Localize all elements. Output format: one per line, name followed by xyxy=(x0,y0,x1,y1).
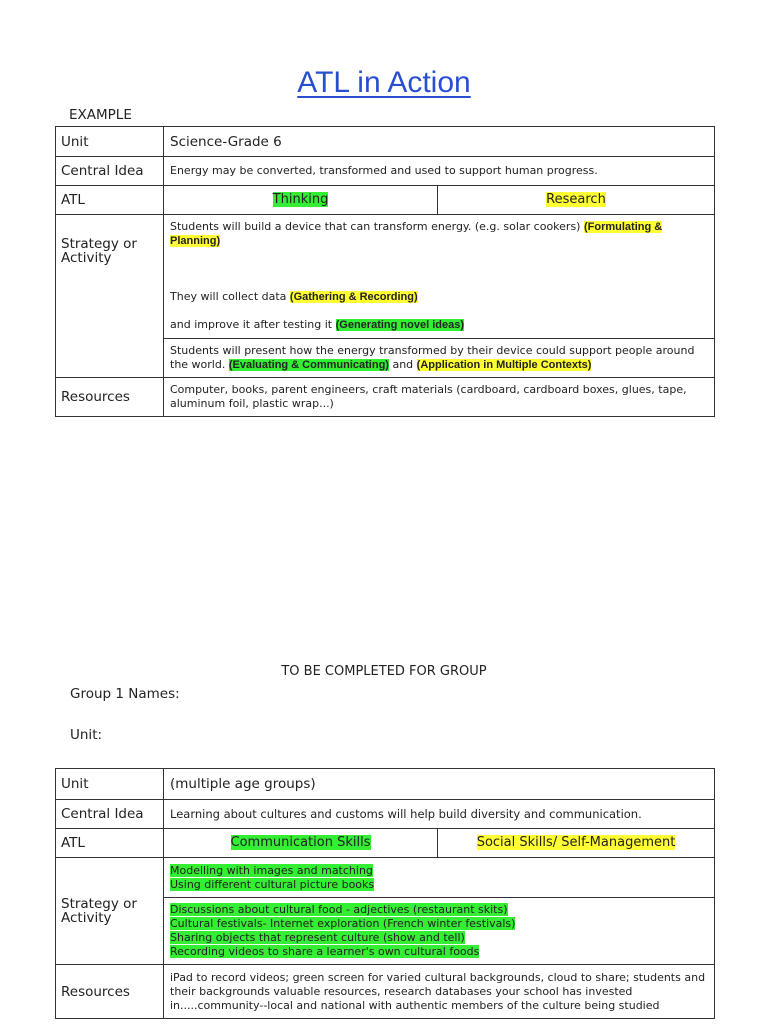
group-unit-row xyxy=(56,769,715,800)
group-atl-row xyxy=(56,829,715,858)
strategy-label xyxy=(56,215,164,378)
group-central-idea-value: Learning about cultures and customs will help build diversity and communication. xyxy=(164,800,715,829)
example-label: EXAMPLE xyxy=(69,107,132,123)
unit-label: Unit xyxy=(56,127,164,157)
strategy-2-tag: (Gathering & Recording) xyxy=(289,291,418,303)
example-strategy-row-1 xyxy=(56,215,715,339)
group-resources-row xyxy=(56,965,715,1019)
strategy-line-2 xyxy=(170,290,708,304)
group-names-label: Group 1 Names: xyxy=(70,686,180,702)
group-strategy-b-1-text: Discussions about cultural food - adjectives (restaurant skits) xyxy=(170,903,508,916)
group-strategy-b-4 xyxy=(170,945,708,959)
group-atl-label: ATL xyxy=(56,829,164,858)
group-strategy-cell-b xyxy=(164,898,715,965)
strategy-cell-2 xyxy=(164,339,715,378)
group-unit-row-label: Unit xyxy=(56,769,164,800)
atl-research-text: Research xyxy=(546,192,606,207)
group-atl-social-text: Social Skills/ Self-Management xyxy=(476,835,676,850)
group-strategy-b-2-text: Cultural festivals- Internet exploration (French winter festivals) xyxy=(170,917,516,930)
atl-research xyxy=(438,186,715,215)
group-resources-value: iPad to record videos; green screen for varied cultural backgrounds, cloud to share; students and their backgrounds valuable resources, research databases your school has invested in.....community--local and national with authentic members of the culture being studied xyxy=(164,965,715,1019)
group-strategy-b-1 xyxy=(170,903,708,917)
strategy-3-text: and improve it after testing it xyxy=(170,318,333,331)
group-strategy-a-2 xyxy=(170,878,708,892)
unit-value: Science-Grade 6 xyxy=(164,127,715,157)
atl-label: ATL xyxy=(56,186,164,215)
group-strategy-b-3 xyxy=(170,931,708,945)
strategy-4-text: Students will present how the energy transformed by their device could support people around the world. xyxy=(170,344,695,371)
strategy-4-tag-2: (Application in Multiple Contexts) xyxy=(416,359,592,371)
group-strategy-a-1 xyxy=(170,864,708,878)
example-table xyxy=(55,126,715,417)
group-strategy-a-1-text: Modelling with images and matching xyxy=(170,863,373,877)
example-atl-row xyxy=(56,186,715,215)
strategy-line-1 xyxy=(170,220,708,248)
atl-thinking xyxy=(164,186,438,215)
group-strategy-label-text: Strategy or Activity xyxy=(61,896,137,926)
group-atl-communication xyxy=(164,829,438,858)
group-table xyxy=(55,768,715,1019)
group-strategy-b-3-text: Sharing objects that represent culture (show and tell) xyxy=(170,931,465,944)
group-unit-value: (multiple age groups) xyxy=(164,769,715,800)
strategy-4-tag-1: (Evaluating & Communicating) xyxy=(228,359,389,371)
group-strategy-a-2-text: Using different cultural picture books xyxy=(170,877,375,891)
central-idea-label: Central Idea xyxy=(56,157,164,186)
strategy-label-text: Strategy or Activity xyxy=(61,236,137,266)
example-unit-row xyxy=(56,127,715,157)
strategy-line-3 xyxy=(170,318,708,332)
resources-value: Computer, books, parent engineers, craft materials (cardboard, cardboard boxes, glues, tape, aluminum foil, plastic wrap...) xyxy=(164,378,715,417)
group-central-idea-row xyxy=(56,800,715,829)
strategy-4-and: and xyxy=(392,358,414,371)
group-strategy-b-2 xyxy=(170,917,708,931)
strategy-1-text: Students will build a device that can transform energy. (e.g. solar cookers) xyxy=(170,220,581,233)
strategy-3-tag: (Generating novel ideas) xyxy=(335,319,464,331)
strategy-2-text: They will collect data xyxy=(170,290,287,303)
group-strategy-cell-a xyxy=(164,858,715,898)
example-resources-row xyxy=(56,378,715,417)
group-atl-communication-text: Communication Skills xyxy=(230,835,371,850)
atl-thinking-text: Thinking xyxy=(272,192,329,207)
group-heading: TO BE COMPLETED FOR GROUP xyxy=(281,664,487,679)
group-central-idea-label: Central Idea xyxy=(56,800,164,829)
group-strategy-row-1 xyxy=(56,858,715,898)
resources-label: Resources xyxy=(56,378,164,417)
strategy-cell-1 xyxy=(164,215,715,339)
group-strategy-label xyxy=(56,858,164,965)
page-title: ATL in Action xyxy=(297,66,471,99)
group-atl-social xyxy=(438,829,715,858)
example-central-idea-row xyxy=(56,157,715,186)
group-strategy-b-4-text: Recording videos to share a learner's own cultural foods xyxy=(170,945,480,958)
strategy-1-tag: (Formulating & Planning) xyxy=(170,221,663,247)
central-idea-value: Energy may be converted, transformed and used to support human progress. xyxy=(164,157,715,186)
group-unit-label: Unit: xyxy=(70,727,103,743)
group-resources-label: Resources xyxy=(56,965,164,1019)
